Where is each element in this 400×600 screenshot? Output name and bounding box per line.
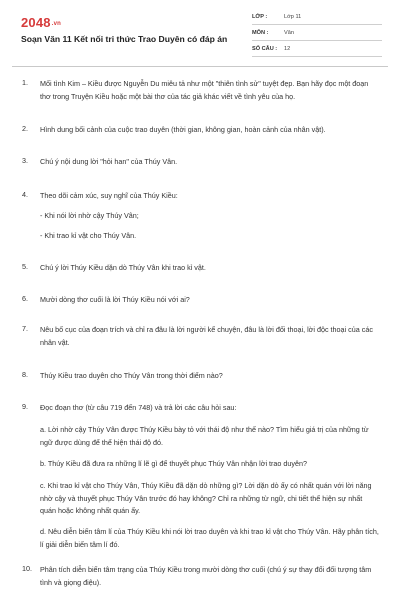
question-subitem: - Khi nói lời nhờ cậy Thúy Vân;	[40, 211, 139, 220]
question-text: Mười dòng thơ cuối là lời Thúy Kiều nói với ai?	[40, 295, 190, 304]
question-number: 8.	[22, 370, 28, 379]
header-divider	[12, 66, 388, 67]
meta-row-count	[252, 44, 382, 57]
question-text: Đọc đoạn thơ (từ câu 719 đến 748) và trả lời các câu hỏi sau:	[40, 403, 237, 412]
meta-label: SỐ CÂU :	[252, 46, 278, 52]
meta-value: Lớp 11	[284, 14, 302, 20]
question-number: 7.	[22, 324, 28, 333]
document-title: Soạn Văn 11 Kết nối tri thức Trao Duyên có đáp án	[21, 34, 228, 44]
question-text: Phân tích diễn biến tâm trạng của Thúy Kiều trong mười dòng thơ cuối (chú ý sự thay đổi đối tượng tâm tình và giọng điệu).	[40, 565, 372, 587]
question-subitem: a. Lời nhờ cậy Thúy Vân được Thúy Kiều bày tỏ với thái độ như thế nào? Tìm hiểu giá trị của những từ ngữ được dùng để thể hiện thái độ đó.	[40, 425, 369, 447]
question-number: 3.	[22, 156, 28, 165]
question-subitem: - Khi trao kỉ vật cho Thúy Vân.	[40, 231, 137, 240]
meta-value: Văn	[284, 30, 294, 36]
question-number: 10.	[22, 564, 32, 573]
question-subitem: c. Khi trao kỉ vật cho Thúy Vân, Thúy Kiều đã dặn dò những gì? Lời dặn dò ấy có nhất quán với lời năng nhờ cậy và thuyết phục Thúy Vân trước đó hay không? Chỉ ra những từ ngữ, chi tiết thể hiện sự nhất quán hoặc không nhất quán ấy.	[40, 481, 372, 515]
question-text: Mối tình Kim – Kiều được Nguyễn Du miêu tả như một "thiên tình sử" tuyệt đẹp. Bạn hãy đọc một đoạn thơ trong Truyện Kiều hoặc một bài thơ của tác giả khác viết về tình yêu của họ.	[40, 79, 369, 101]
question-number: 9.	[22, 402, 28, 411]
question-number: 6.	[22, 294, 28, 303]
document-header	[0, 0, 400, 64]
logo-suffix: .vn	[51, 21, 62, 27]
logo-text: 2048	[21, 15, 51, 30]
question-text: Theo dõi cảm xúc, suy nghĩ của Thúy Kiều:	[40, 191, 178, 200]
question-number: 5.	[22, 262, 28, 271]
document-meta	[252, 12, 382, 57]
question-text: Thúy Kiều trao duyên cho Thúy Vân trong thời điểm nào?	[40, 371, 223, 380]
meta-row-subject	[252, 28, 382, 41]
question-number: 2.	[22, 124, 28, 133]
question-subitem: d. Nêu diễn biến tâm lí của Thúy Kiều khi nói lời trao duyên và khi trao kỉ vật cho Thúy Vân. Hãy phân tích, lí giải diễn biến tâm lí đó.	[40, 527, 379, 549]
meta-value: 12	[284, 46, 291, 52]
site-logo[interactable]	[21, 15, 61, 30]
question-subitem: b. Thúy Kiều đã đưa ra những lí lẽ gì để thuyết phục Thúy Vân nhận lời trao duyên?	[40, 459, 308, 468]
question-text: Chú ý lời Thúy Kiều dặn dò Thúy Vân khi trao kỉ vật.	[40, 263, 206, 272]
question-number: 4.	[22, 190, 28, 199]
question-text: Chú ý nội dung lời "hỏi han" của Thúy Vân.	[40, 157, 178, 166]
question-text: Nêu bố cục của đoạn trích và chỉ ra đâu là lời người kể chuyện, đâu là lời đối thoại, lời độc thoại của các nhân vật.	[40, 325, 373, 347]
meta-label: MÔN :	[252, 30, 269, 36]
meta-label: LỚP :	[252, 14, 268, 20]
meta-row-class	[252, 12, 382, 25]
question-number: 1.	[22, 78, 28, 87]
question-text: Hình dung bối cảnh của cuộc trao duyên (thời gian, không gian, hoàn cảnh của nhân vật).	[40, 125, 326, 134]
